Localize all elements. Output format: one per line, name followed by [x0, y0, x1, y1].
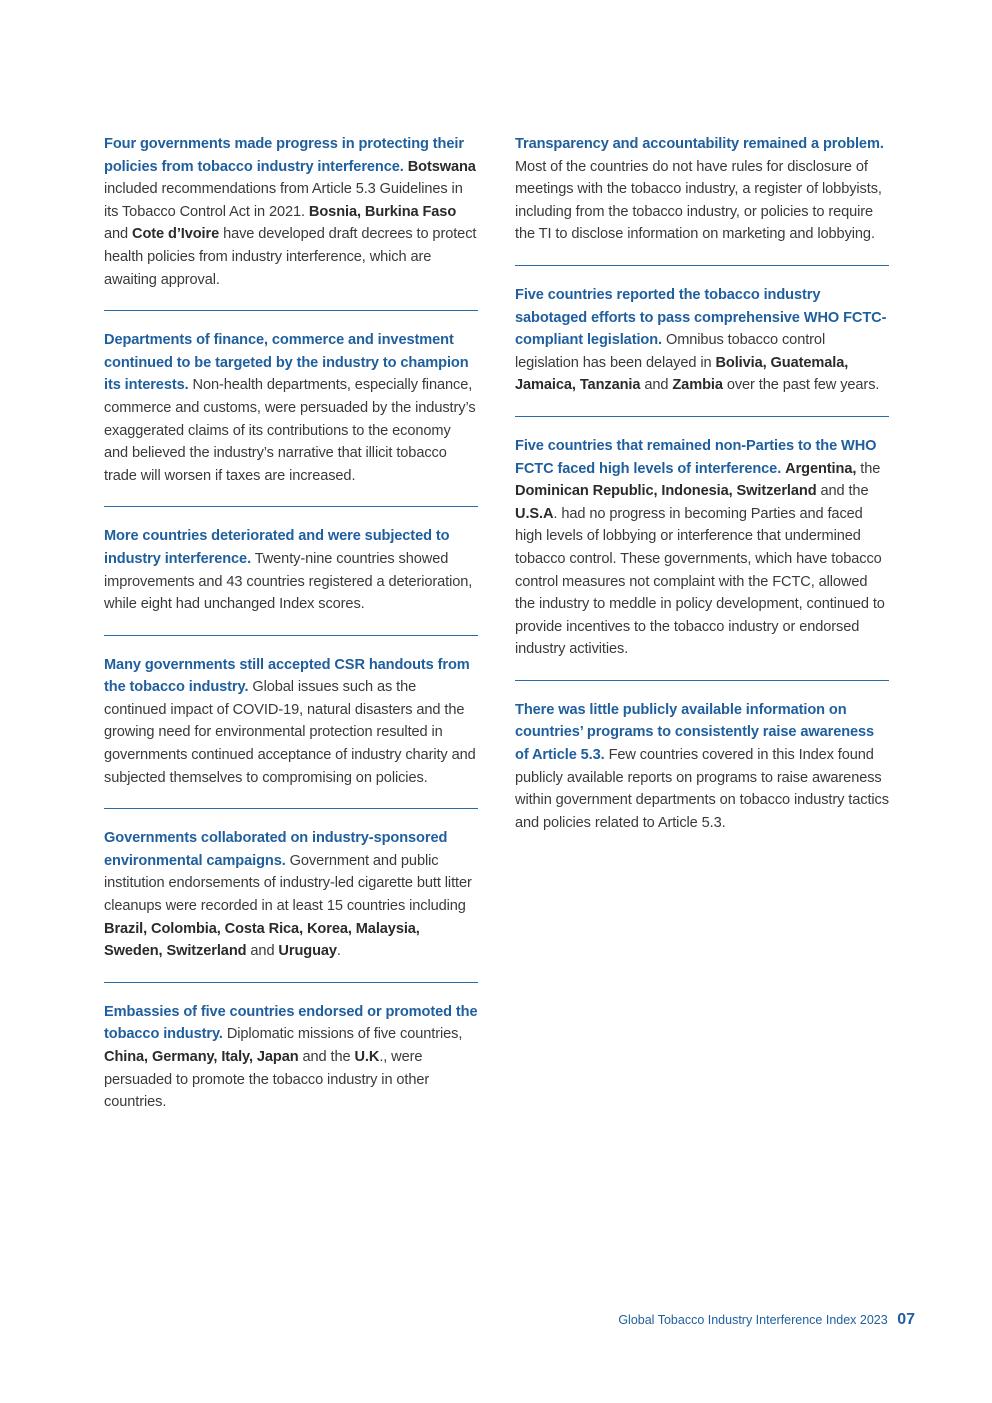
page-footer [618, 1311, 915, 1329]
body-text: the [856, 460, 881, 477]
body-text: included recommendations from Article 5.3 Guidelines in its Tobacco Control Act in 2021. [104, 181, 463, 220]
body-text: have developed draft decrees to protect health policies from industry interference, which are awaiting approval. [104, 226, 477, 288]
body-text: ., were persuaded to promote the tobacco industry in other countries. [104, 1049, 430, 1111]
publication-title: Global Tobacco Industry Interference Index 2023 [618, 1313, 888, 1327]
finding-section [104, 654, 478, 790]
finding-section [515, 133, 889, 246]
section-divider [515, 265, 889, 266]
finding-paragraph [104, 1001, 478, 1114]
body-text: Twenty-nine countries showed improvements and 43 countries registered a deterioration, while eight had unchanged Index scores. [104, 550, 473, 613]
finding-paragraph [515, 284, 889, 397]
body-text: . had no progress in becoming Parties and faced high levels of lobbying or interference that undermined tobacco control. These governments, which have tobacco control measures not complaint with the FCTC, allowed the industry to meddle in policy development, continued to provide incentives to the tobacco industry or endorsed industry activities. [515, 505, 885, 658]
finding-section [104, 329, 478, 487]
body-text: and [104, 226, 133, 243]
body-text: and [246, 943, 279, 960]
body-text: Global issues such as the continued impact of COVID-19, natural disasters and the growing need for environmental protection resulted in governments continued acceptance of industry charity and subjected themselves to compromising on policies. [104, 679, 476, 786]
finding-section [515, 284, 889, 397]
country-highlight: China, Germany, Italy, Japan [104, 1049, 299, 1065]
finding-heading: Many governments still accepted CSR handouts from the tobacco industry. [104, 656, 470, 696]
finding-section [515, 699, 889, 835]
body-text: Few countries covered in this Index found publicly available reports on programs to raise awareness within government departments on tobacco industry tactics and policies related to Article 5.3. [515, 747, 889, 831]
finding-paragraph [104, 133, 478, 291]
finding-paragraph [515, 435, 889, 661]
left-column [104, 133, 478, 1114]
section-divider [104, 506, 478, 507]
finding-heading: Governments collaborated on industry-sponsored environmental campaigns. [104, 830, 448, 869]
country-highlight: Dominican Republic, Indonesia, Switzerland [515, 483, 817, 500]
page-number: 07 [897, 1311, 915, 1328]
finding-section [104, 525, 478, 615]
country-highlight: Argentina, [785, 460, 857, 477]
finding-section [104, 1001, 478, 1114]
section-divider [515, 416, 889, 417]
body-text: Diplomatic missions of five countries, [222, 1026, 463, 1043]
finding-heading: More countries deteriorated and were subjected to industry interference. [104, 528, 450, 567]
finding-heading: Departments of finance, commerce and investment continued to be targeted by the industry to champion its interests. [104, 332, 469, 394]
country-highlight: Cote d’Ivoire [132, 226, 220, 243]
finding-paragraph [104, 525, 478, 615]
section-divider [104, 635, 478, 636]
section-divider [515, 680, 889, 681]
country-highlight: Uruguay [278, 943, 337, 960]
section-divider [104, 982, 478, 983]
finding-heading: There was little publicly available information on countries’ programs to consistently raise awareness of Article 5.3. [515, 701, 875, 764]
body-text: over the past few years. [722, 377, 880, 394]
body-text: and the [298, 1049, 355, 1065]
finding-heading: Four governments made progress in protecting their policies from tobacco industry interference. [104, 136, 464, 175]
finding-section [104, 133, 478, 291]
finding-section [515, 435, 889, 661]
country-highlight: U.K [354, 1049, 380, 1065]
country-highlight: Bolivia, Guatemala, Jamaica, Tanzania [515, 354, 849, 394]
finding-heading: Transparency and accountability remained a problem. [515, 136, 884, 152]
body-text: Omnibus tobacco control legislation has been delayed in [515, 332, 826, 371]
section-divider [104, 310, 478, 311]
country-highlight: U.S.A [515, 505, 554, 522]
body-text: Government and public institution endorsements of industry-led cigarette butt litter cleanups were recorded in at least 15 countries including [104, 852, 472, 915]
country-highlight: Botswana [407, 158, 476, 175]
finding-paragraph [104, 654, 478, 790]
country-highlight: Brazil, Colombia, Costa Rica, Korea, Malaysia, Sweden, Switzerland [104, 920, 420, 960]
finding-paragraph [515, 699, 889, 835]
body-text: Non-health departments, especially finance, commerce and customs, were persuaded by the industry’s exaggerated claims of its contributions to the economy and believed the industry’s narrative that illicit tobacco trade will worsen if taxes are increased. [104, 377, 476, 484]
body-text: Most of the countries do not have rules for disclosure of meetings with the tobacco industry, a register of lobbyists, including from the tobacco industry, or policies to require the TI to disclose information on marketing and lobbying. [515, 158, 882, 243]
right-column [515, 133, 889, 834]
body-text: and the [816, 483, 869, 500]
section-divider [104, 808, 478, 809]
finding-heading: Embassies of five countries endorsed or promoted the tobacco industry. [104, 1003, 478, 1043]
finding-paragraph [104, 329, 478, 487]
finding-heading: Five countries that remained non-Parties to the WHO FCTC faced high levels of interference. [515, 437, 877, 477]
finding-section [104, 827, 478, 963]
finding-paragraph [515, 133, 889, 246]
body-text: and [640, 377, 673, 394]
country-highlight: Zambia [672, 377, 723, 394]
body-text: . [336, 943, 341, 960]
finding-heading: Five countries reported the tobacco industry sabotaged efforts to pass comprehensive WHO FCTC-compliant legislation. [515, 286, 887, 349]
finding-paragraph [104, 827, 478, 963]
country-highlight: Bosnia, Burkina Faso [308, 203, 457, 220]
